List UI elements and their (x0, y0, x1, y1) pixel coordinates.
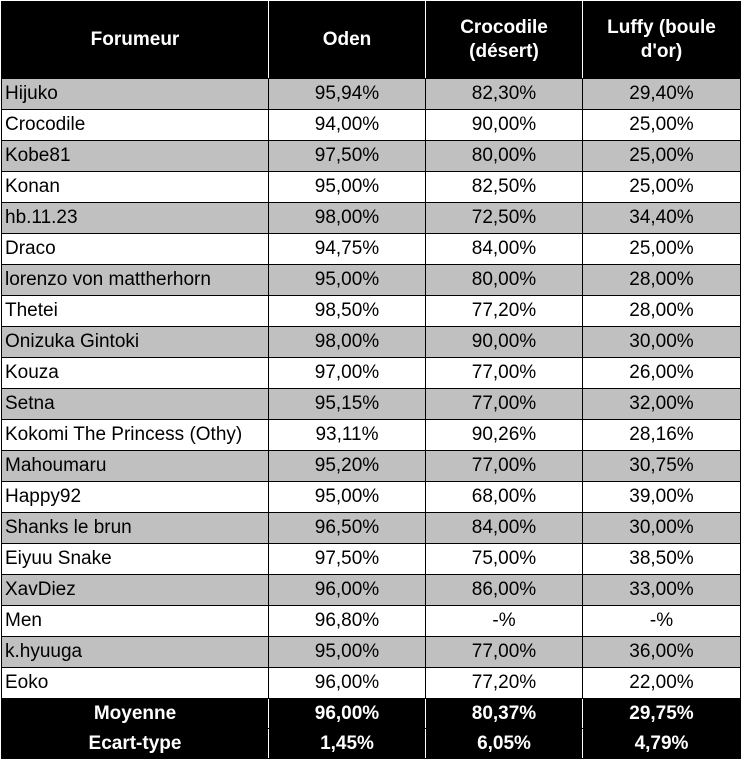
cell-crocodile: 90,26% (426, 420, 583, 451)
cell-oden: 95,94% (269, 79, 426, 110)
cell-forumeur: Eiyuu Snake (2, 544, 269, 575)
table-row (2, 79, 741, 110)
cell-forumeur: lorenzo von mattherhorn (2, 265, 269, 296)
cell-crocodile: -% (426, 606, 583, 637)
cell-luffy: 34,40% (583, 203, 741, 234)
table-row (2, 141, 741, 172)
cell-oden: 97,50% (269, 544, 426, 575)
cell-forumeur: Draco (2, 234, 269, 265)
table-row (2, 265, 741, 296)
cell-luffy: 28,00% (583, 265, 741, 296)
footer-row-moyenne (2, 699, 741, 729)
cell-crocodile: 86,00% (426, 575, 583, 606)
cell-crocodile: 80,00% (426, 141, 583, 172)
cell-oden: 96,50% (269, 513, 426, 544)
cell-forumeur: hb.11.23 (2, 203, 269, 234)
table-row (2, 575, 741, 606)
cell-oden: 96,80% (269, 606, 426, 637)
footer-oden: 96,00% (269, 699, 426, 729)
table-row (2, 327, 741, 358)
cell-oden: 97,50% (269, 141, 426, 172)
footer-label: Ecart-type (2, 729, 269, 759)
cell-oden: 96,00% (269, 668, 426, 699)
cell-forumeur: Konan (2, 172, 269, 203)
cell-oden: 96,00% (269, 575, 426, 606)
table-body (2, 79, 741, 699)
cell-forumeur: Onizuka Gintoki (2, 327, 269, 358)
cell-forumeur: Shanks le brun (2, 513, 269, 544)
table-row (2, 172, 741, 203)
cell-forumeur: Hijuko (2, 79, 269, 110)
cell-forumeur: Setna (2, 389, 269, 420)
cell-crocodile: 72,50% (426, 203, 583, 234)
cell-oden: 95,00% (269, 637, 426, 668)
cell-luffy: 36,00% (583, 637, 741, 668)
header-row (2, 2, 741, 79)
cell-luffy: 25,00% (583, 110, 741, 141)
cell-luffy: 33,00% (583, 575, 741, 606)
cell-crocodile: 90,00% (426, 110, 583, 141)
cell-luffy: -% (583, 606, 741, 637)
cell-forumeur: Kobe81 (2, 141, 269, 172)
cell-forumeur: Kokomi The Princess (Othy) (2, 420, 269, 451)
cell-oden: 93,11% (269, 420, 426, 451)
table-row (2, 606, 741, 637)
table-header (2, 2, 741, 79)
cell-oden: 95,00% (269, 265, 426, 296)
footer-label: Moyenne (2, 699, 269, 729)
cell-forumeur: Kouza (2, 358, 269, 389)
results-table (1, 1, 741, 759)
cell-crocodile: 77,00% (426, 358, 583, 389)
table-row (2, 389, 741, 420)
cell-oden: 95,15% (269, 389, 426, 420)
cell-luffy: 28,16% (583, 420, 741, 451)
cell-crocodile: 68,00% (426, 482, 583, 513)
cell-luffy: 28,00% (583, 296, 741, 327)
cell-luffy: 32,00% (583, 389, 741, 420)
cell-forumeur: XavDiez (2, 575, 269, 606)
cell-crocodile: 77,20% (426, 668, 583, 699)
cell-luffy: 25,00% (583, 234, 741, 265)
cell-oden: 95,00% (269, 172, 426, 203)
cell-forumeur: Mahoumaru (2, 451, 269, 482)
table-row (2, 203, 741, 234)
cell-luffy: 39,00% (583, 482, 741, 513)
table-row (2, 668, 741, 699)
cell-crocodile: 80,00% (426, 265, 583, 296)
cell-crocodile: 77,00% (426, 451, 583, 482)
cell-crocodile: 77,00% (426, 637, 583, 668)
cell-luffy: 22,00% (583, 668, 741, 699)
footer-luffy: 29,75% (583, 699, 741, 729)
header-crocodile: Crocodile (désert) (426, 2, 583, 79)
table-row (2, 637, 741, 668)
cell-luffy: 29,40% (583, 79, 741, 110)
header-oden: Oden (269, 2, 426, 79)
cell-oden: 98,50% (269, 296, 426, 327)
cell-luffy: 26,00% (583, 358, 741, 389)
cell-crocodile: 82,30% (426, 79, 583, 110)
cell-oden: 94,75% (269, 234, 426, 265)
cell-oden: 98,00% (269, 327, 426, 358)
cell-forumeur: Crocodile (2, 110, 269, 141)
cell-crocodile: 77,00% (426, 389, 583, 420)
cell-crocodile: 84,00% (426, 513, 583, 544)
table-row (2, 482, 741, 513)
footer-luffy: 4,79% (583, 729, 741, 759)
cell-crocodile: 90,00% (426, 327, 583, 358)
table-row (2, 234, 741, 265)
table-row (2, 420, 741, 451)
cell-oden: 98,00% (269, 203, 426, 234)
cell-forumeur: k.hyuuga (2, 637, 269, 668)
table-row (2, 451, 741, 482)
cell-luffy: 30,00% (583, 327, 741, 358)
header-forumeur: Forumeur (2, 2, 269, 79)
header-luffy: Luffy (boule d'or) (583, 2, 741, 79)
footer-crocodile: 6,05% (426, 729, 583, 759)
cell-forumeur: Eoko (2, 668, 269, 699)
cell-crocodile: 77,20% (426, 296, 583, 327)
cell-luffy: 38,50% (583, 544, 741, 575)
cell-forumeur: Men (2, 606, 269, 637)
cell-luffy: 30,00% (583, 513, 741, 544)
footer-crocodile: 80,37% (426, 699, 583, 729)
table-row (2, 544, 741, 575)
table-footer (2, 699, 741, 759)
cell-crocodile: 84,00% (426, 234, 583, 265)
footer-oden: 1,45% (269, 729, 426, 759)
cell-crocodile: 75,00% (426, 544, 583, 575)
table-row (2, 296, 741, 327)
cell-luffy: 25,00% (583, 172, 741, 203)
cell-luffy: 30,75% (583, 451, 741, 482)
cell-oden: 97,00% (269, 358, 426, 389)
cell-oden: 94,00% (269, 110, 426, 141)
cell-luffy: 25,00% (583, 141, 741, 172)
cell-oden: 95,00% (269, 482, 426, 513)
cell-forumeur: Happy92 (2, 482, 269, 513)
cell-oden: 95,20% (269, 451, 426, 482)
table-row (2, 358, 741, 389)
cell-forumeur: Thetei (2, 296, 269, 327)
table-row (2, 110, 741, 141)
cell-crocodile: 82,50% (426, 172, 583, 203)
table-row (2, 513, 741, 544)
footer-row-ecart-type (2, 729, 741, 759)
